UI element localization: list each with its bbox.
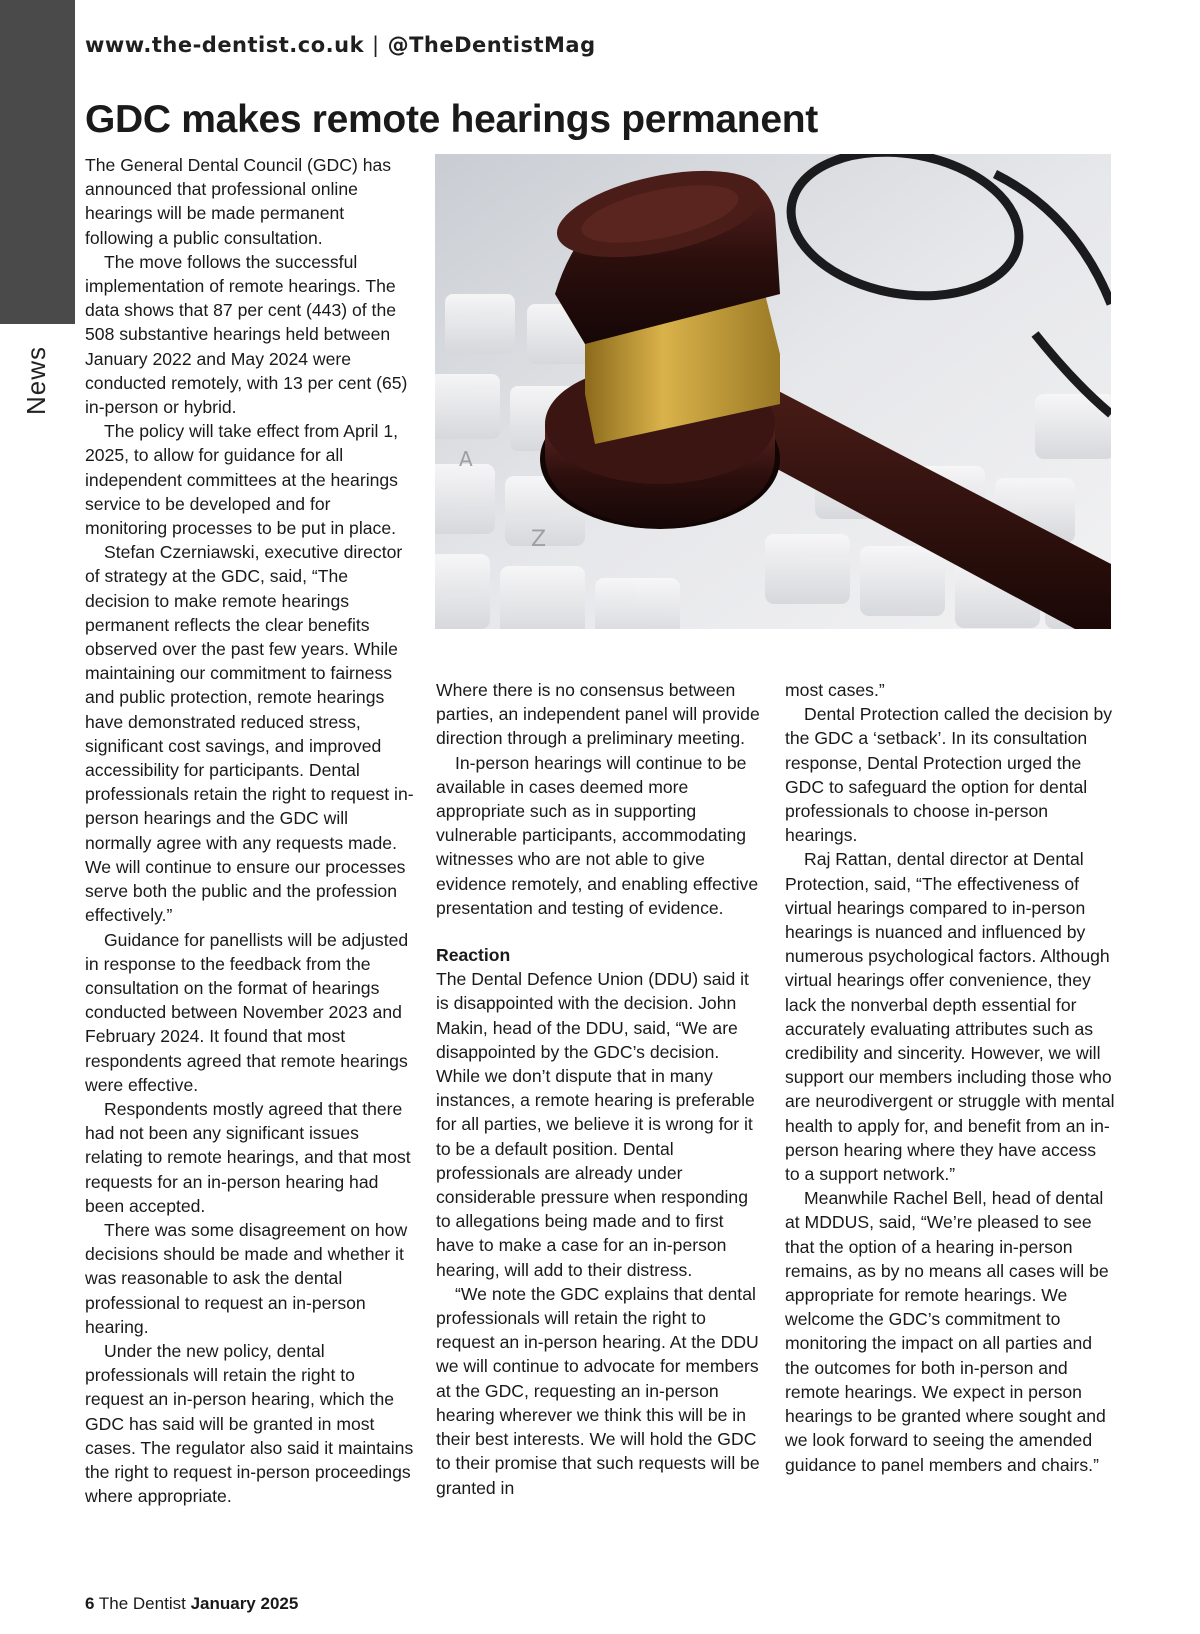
social-handle[interactable]: @TheDentistMag <box>387 33 596 57</box>
gavel-photo <box>435 154 1111 629</box>
paragraph: The move follows the successful implementation of remote hearings. The data shows that 87 per cent (443) of the 508 substantive hearings held between January 2022 and May 2024 were conducted remotely, with 13 per cent (65) in-person or hybrid. <box>85 251 408 418</box>
page-footer <box>85 1594 298 1614</box>
gavel-on-keyboard-image <box>435 154 1111 629</box>
section-label: News <box>20 345 51 415</box>
masthead-separator: | <box>372 33 380 57</box>
article-column-1 <box>85 153 415 1508</box>
section-sidebar-block <box>0 0 75 324</box>
paragraph: Dental Protection called the decision by the GDC a ‘setback’. In its consultation response, Dental Protection urged the GDC to safeguard the option for dental professionals to choose in-person hearings. <box>785 704 1113 846</box>
key-letter-z: Z <box>531 527 547 552</box>
paragraph: Under the new policy, dental professionals will retain the right to request an in-person hearing, which the GDC has said will be granted in most cases. The regulator also said it maintains the right to request in-person proceedings where appropriate. <box>85 1340 414 1507</box>
paragraph: “We note the GDC explains that dental professionals will retain the right to request an in-person hearing. At the DDU we will continue to advocate for members at the GDC, requesting an in-person hearing wherever we think this will be in their best interests. We will hold the GDC to their promise that such requests will be granted in <box>436 1283 760 1498</box>
paragraph: Meanwhile Rachel Bell, head of dental at MDDUS, said, “We’re pleased to see that the option of a hearing in-person remains, as by no means all cases will be appropriate for remote hearings. We welcome the GDC’s commitment to monitoring the impact on all parties and the outcomes for both in-person and remote hearings. We expect in person hearings to be granted where sought and we look forward to seeing the amended guidance to panel members and chairs.” <box>785 1188 1109 1475</box>
paragraph: The Dental Defence Union (DDU) said it is disappointed with the decision. John Makin, head of the DDU, said, “We are disappointed by the GDC’s decision. While we don’t dispute that in many instances, a remote hearing is preferable for all parties, we believe it is wrong for it to be a default position. Dental professionals are already under considerable pressure when responding to allegations being made and to first have to make a case for an in-person hearing, will add to their distress. <box>436 969 755 1280</box>
paragraph: Stefan Czerniawski, executive director of strategy at the GDC, said, “The decision to make remote hearings permanent reflects the clear benefits observed over the past few years. While maintaining our commitment to fairness and public protection, remote hearings have demonstrated reduced stress, significant cost savings, and improved accessibility for participants. Dental professionals retain the right to request in-person hearings and the GDC will normally agree with any requests made. We will continue to ensure our processes serve both the public and the profession effectively.” <box>85 542 414 926</box>
key-letter-a: A <box>459 447 473 471</box>
paragraph: Respondents mostly agreed that there had not been any significant issues relating to remote hearings, and that most requests for an in-person hearing had been accepted. <box>85 1098 411 1216</box>
publication-name: The Dentist <box>98 1594 186 1613</box>
paragraph: Guidance for panellists will be adjusted in response to the feedback from the consultation on the format of hearings conducted between November 2023 and February 2024. It found that most respondents agreed that remote hearings were effective. <box>85 929 409 1095</box>
article-title: GDC makes remote hearings permanent <box>85 98 818 141</box>
paragraph: In-person hearings will continue to be available in cases deemed more appropriate such as in supporting vulnerable participants, accommodating witnesses who are not able to give evidence remotely, and enabling effective presentation and testing of evidence. <box>436 752 759 918</box>
paragraph: There was some disagreement on how decisions should be made and whether it was reasonable to ask the dental professional to request an in-person hearing. <box>85 1219 408 1337</box>
issue-date: January 2025 <box>190 1594 299 1613</box>
paragraph: most cases.” <box>785 680 885 700</box>
page-number: 6 <box>85 1594 95 1613</box>
paragraph: The policy will take effect from April 1, 2025, to allow for guidance for all independent committees at the hearings service to be developed and for monitoring processes to be put in place. <box>85 421 398 539</box>
paragraph: The General Dental Council (GDC) has announced that professional online hearings will be made permanent following a public consultation. <box>85 155 392 248</box>
article-column-2 <box>436 678 766 1500</box>
masthead <box>85 33 596 57</box>
paragraph: Where there is no consensus between parties, an independent panel will provide direction through a preliminary meeting. <box>436 680 760 749</box>
article-column-3 <box>785 678 1115 1477</box>
paragraph: Raj Rattan, dental director at Dental Protection, said, “The effectiveness of virtual hearings compared to in-person hearings is nuanced and influenced by numerous psychological factors. Although virtual hearings offer convenience, they lack the nonverbal depth essential for accurately evaluating attributes such as credibility and sincerity. However, we will support our members including those who are neurodivergent or struggle with mental health to apply for, and benefit from an in-person hearing where they have access to a support network.” <box>785 849 1115 1185</box>
subheading-reaction: Reaction <box>436 945 511 966</box>
website-link[interactable]: www.the-dentist.co.uk <box>85 33 365 57</box>
